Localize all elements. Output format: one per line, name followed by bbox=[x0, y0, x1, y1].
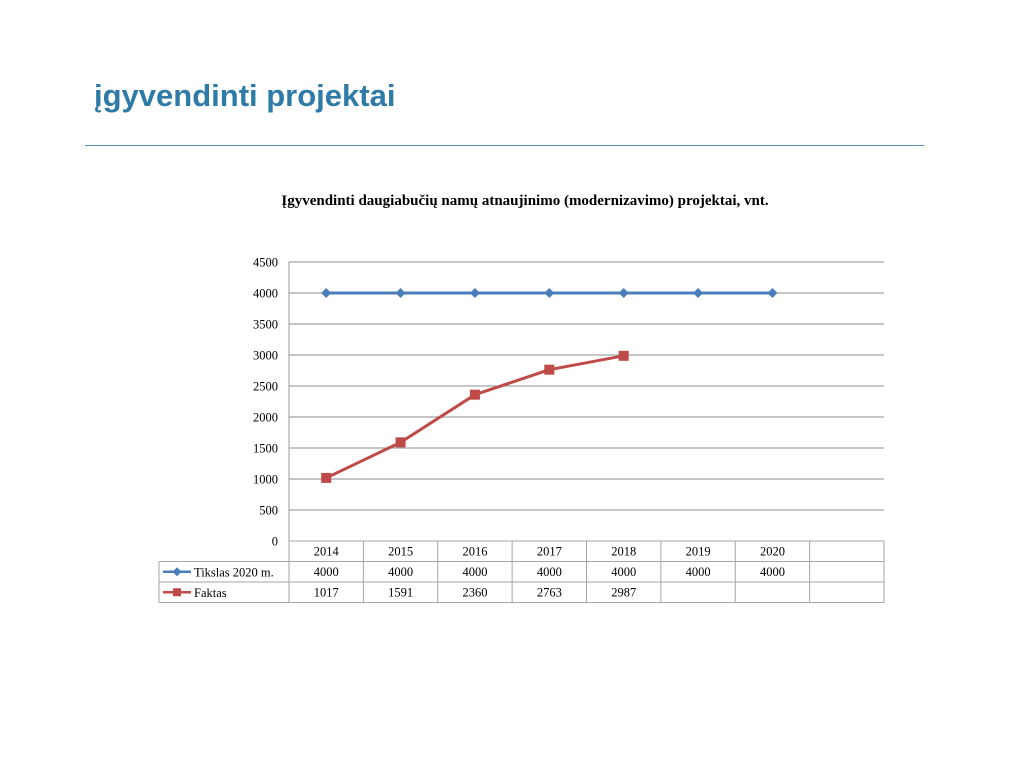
y-tick-label: 4500 bbox=[253, 255, 278, 270]
data-point bbox=[321, 473, 331, 483]
data-point bbox=[321, 288, 331, 298]
series-layer bbox=[321, 288, 777, 483]
x-category-label: 2020 bbox=[759, 544, 785, 559]
y-tick-label: 2000 bbox=[253, 410, 278, 425]
table-cell-value: 4000 bbox=[759, 565, 785, 579]
x-category-label: 2018 bbox=[611, 544, 637, 559]
data-point bbox=[470, 390, 480, 400]
table-cell-value: 4000 bbox=[313, 565, 339, 579]
y-tick-label: 500 bbox=[259, 503, 278, 518]
table-cell-value: 1017 bbox=[313, 585, 339, 600]
legend-label: Tikslas 2020 m. bbox=[194, 565, 274, 580]
table-cell-value: 4000 bbox=[685, 565, 711, 579]
y-tick-label: 4000 bbox=[253, 286, 278, 301]
data-point bbox=[396, 288, 406, 298]
y-tick-label: 2500 bbox=[253, 379, 278, 394]
x-category-label: 2014 bbox=[313, 544, 339, 559]
table-cell-value: 2360 bbox=[462, 585, 488, 600]
y-tick-label: 0 bbox=[271, 534, 278, 549]
table-cell-value: 4000 bbox=[536, 565, 562, 579]
table-cell-value: 4000 bbox=[388, 565, 414, 579]
plot-area bbox=[253, 256, 884, 549]
table-cell-value: 4000 bbox=[462, 565, 488, 579]
y-tick-label: 3500 bbox=[253, 317, 278, 332]
legend-key-marker bbox=[173, 567, 182, 576]
legend-key-marker bbox=[173, 588, 181, 596]
table-cell-value: 4000 bbox=[611, 565, 637, 579]
data-point bbox=[470, 288, 480, 298]
data-table bbox=[159, 541, 884, 603]
data-point bbox=[619, 288, 629, 298]
x-category-label: 2015 bbox=[388, 544, 414, 559]
table-cell-value: 2763 bbox=[536, 585, 562, 600]
y-tick-label: 1000 bbox=[253, 472, 278, 487]
x-category-label: 2017 bbox=[536, 544, 562, 559]
data-point bbox=[396, 437, 406, 447]
x-category-label: 2019 bbox=[685, 544, 711, 559]
table-cell-value: 2987 bbox=[611, 585, 637, 600]
data-point bbox=[693, 288, 703, 298]
y-tick-label: 3000 bbox=[253, 348, 278, 363]
data-point bbox=[544, 288, 554, 298]
data-point bbox=[544, 365, 554, 375]
data-point bbox=[767, 288, 777, 298]
table-cell-value: 1591 bbox=[388, 585, 414, 600]
slide-title: įgyvendinti projektai bbox=[94, 78, 396, 113]
x-category-label: 2016 bbox=[462, 544, 488, 559]
legend-label: Faktas bbox=[194, 585, 227, 600]
y-tick-label: 1500 bbox=[253, 441, 278, 456]
chart-title: Įgyvendinti daugiabučių namų atnaujinimo (modernizavimo) projektai, vnt. bbox=[281, 193, 769, 209]
data-point bbox=[619, 351, 629, 361]
